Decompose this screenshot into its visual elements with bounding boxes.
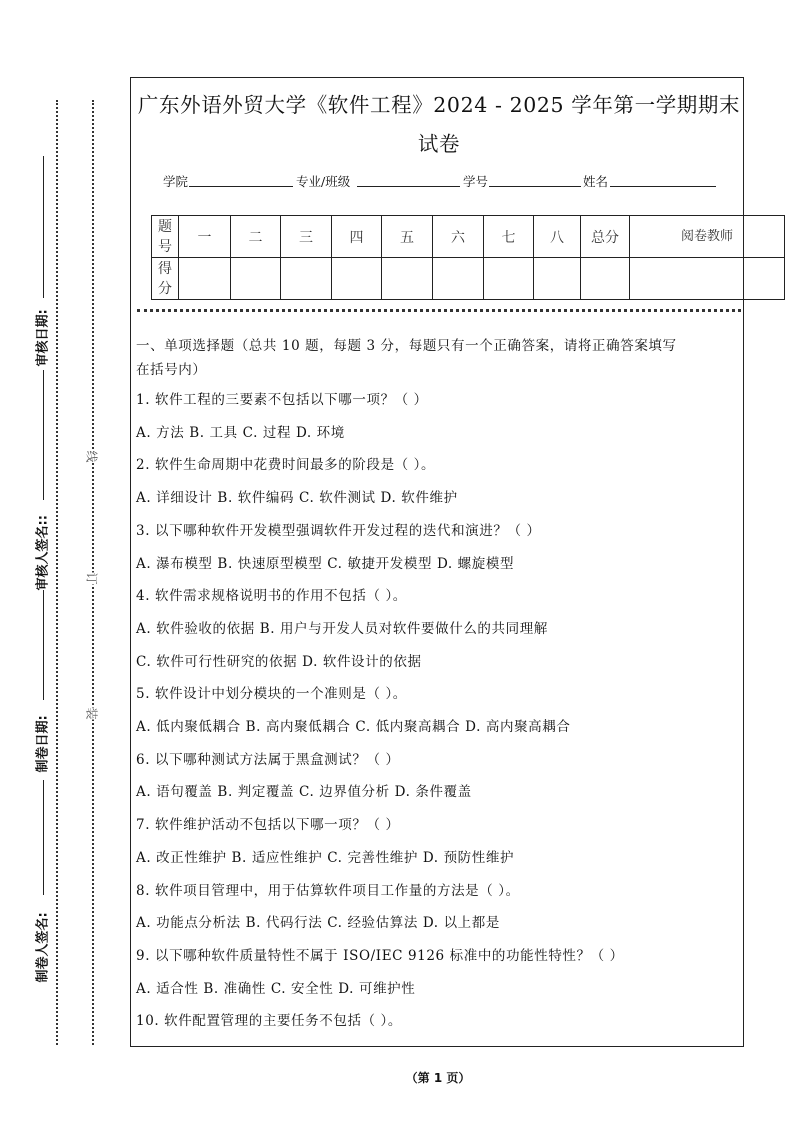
answer-options: A. 适合性 B. 准确性 C. 安全性 D. 可维护性: [136, 980, 416, 997]
section-heading: 一、单项选择题（总共 10 题，每题 3 分，每题只有一个正确答案，请将正确答案填写: [136, 338, 677, 354]
col-1: 一: [179, 216, 231, 258]
col-7: 七: [484, 216, 534, 258]
binding-mark-staple: 订: [84, 572, 99, 585]
review-date-line: [43, 156, 44, 298]
review-date-label: 审核日期:: [35, 309, 51, 367]
maker-signature-line: [43, 780, 44, 895]
section-heading: 在括号内）: [136, 362, 207, 378]
major-class-field[interactable]: [357, 186, 460, 187]
dotted-separator: [137, 309, 741, 312]
answer-options: A. 低内聚低耦合 B. 高内聚低耦合 C. 低内聚高耦合 D. 高内聚高耦合: [136, 719, 571, 735]
question-text: 7. 软件维护活动不包括以下哪一项？（ ）: [136, 817, 400, 834]
student-id-label: 学号: [463, 174, 489, 189]
answer-options: C. 软件可行性研究的依据 D. 软件设计的依据: [136, 653, 422, 670]
score-table: [151, 215, 785, 300]
col-2: 二: [231, 216, 281, 258]
score-cell[interactable]: [484, 258, 534, 300]
answer-options: A. 软件验收的依据 B. 用户与开发人员对软件要做什么的共同理解: [136, 620, 548, 637]
col-total: 总分: [581, 216, 630, 258]
page-number: （第 1 页）: [405, 1071, 471, 1085]
score-label: 得分: [152, 258, 179, 300]
score-cell[interactable]: [332, 258, 382, 300]
col-grader: 阅卷教师: [630, 216, 785, 258]
binding-mark-bind: 装: [84, 707, 99, 720]
answer-options: A. 语句覆盖 B. 判定覆盖 C. 边界值分析 D. 条件覆盖: [136, 784, 472, 801]
score-cell[interactable]: [179, 258, 231, 300]
question-text: 4. 软件需求规格说明书的作用不包括（ ）。: [136, 588, 407, 605]
answer-options: A. 详细设计 B. 软件编码 C. 软件测试 D. 软件维护: [136, 490, 458, 507]
question-text: 10. 软件配置管理的主要任务不包括（ ）。: [136, 1013, 403, 1030]
reviewer-signature-line: [43, 370, 44, 500]
binding-mark-line: 线: [84, 450, 99, 463]
score-cell[interactable]: [630, 258, 785, 300]
name-field[interactable]: [610, 186, 716, 187]
question-text: 9. 以下哪种软件质量特性不属于 ISO/IEC 9126 标准中的功能性特性？（ ）: [136, 947, 624, 964]
score-table-header-row: [152, 216, 785, 258]
col-8: 八: [534, 216, 581, 258]
score-row: [152, 258, 785, 300]
answer-options: A. 瀑布模型 B. 快速原型模型 C. 敏捷开发模型 D. 螺旋模型: [136, 555, 515, 572]
col-4: 四: [332, 216, 382, 258]
maker-signature-label: 制卷人签名:: [35, 912, 51, 983]
question-number-header: 题号: [152, 216, 179, 258]
make-date-line: [43, 590, 44, 700]
question-text: 5. 软件设计中划分模块的一个准则是（ ）。: [136, 686, 407, 703]
name-label: 姓名: [583, 174, 609, 189]
answer-options: A. 功能点分析法 B. 代码行法 C. 经验估算法 D. 以上都是: [136, 915, 500, 932]
exam-title: 广东外语外贸大学《软件工程》2024 - 2025 学年第一学期期末试卷: [137, 93, 741, 156]
question-text: 2. 软件生命周期中花费时间最多的阶段是（ ）。: [136, 457, 436, 474]
make-date-label: 制卷日期:: [35, 715, 51, 773]
major-class-label: 专业/班级: [296, 174, 351, 189]
score-cell[interactable]: [382, 258, 433, 300]
student-id-field[interactable]: [489, 186, 581, 187]
question-text: 1. 软件工程的三要素不包括以下哪一项？（ ）: [136, 392, 428, 408]
score-cell[interactable]: [231, 258, 281, 300]
col-3: 三: [281, 216, 332, 258]
score-cell[interactable]: [581, 258, 630, 300]
college-label: 学院: [163, 174, 189, 189]
question-text: 6. 以下哪种测试方法属于黑盒测试？（ ）: [136, 751, 400, 768]
answer-options: A. 改正性维护 B. 适应性维护 C. 完善性维护 D. 预防性维护: [136, 849, 515, 866]
college-field[interactable]: [189, 186, 293, 187]
col-6: 六: [433, 216, 484, 258]
score-cell[interactable]: [281, 258, 332, 300]
margin-dotted-line: [56, 100, 58, 1045]
question-text: 8. 软件项目管理中，用于估算软件项目工作量的方法是（ ）。: [136, 882, 520, 899]
answer-options: A. 方法 B. 工具 C. 过程 D. 环境: [136, 424, 345, 441]
reviewer-signature-label: 审核人签名::: [35, 515, 51, 591]
question-text: 3. 以下哪种软件开发模型强调软件开发过程的迭代和演进？（ ）: [136, 522, 541, 539]
score-cell[interactable]: [433, 258, 484, 300]
col-5: 五: [382, 216, 433, 258]
score-cell[interactable]: [534, 258, 581, 300]
